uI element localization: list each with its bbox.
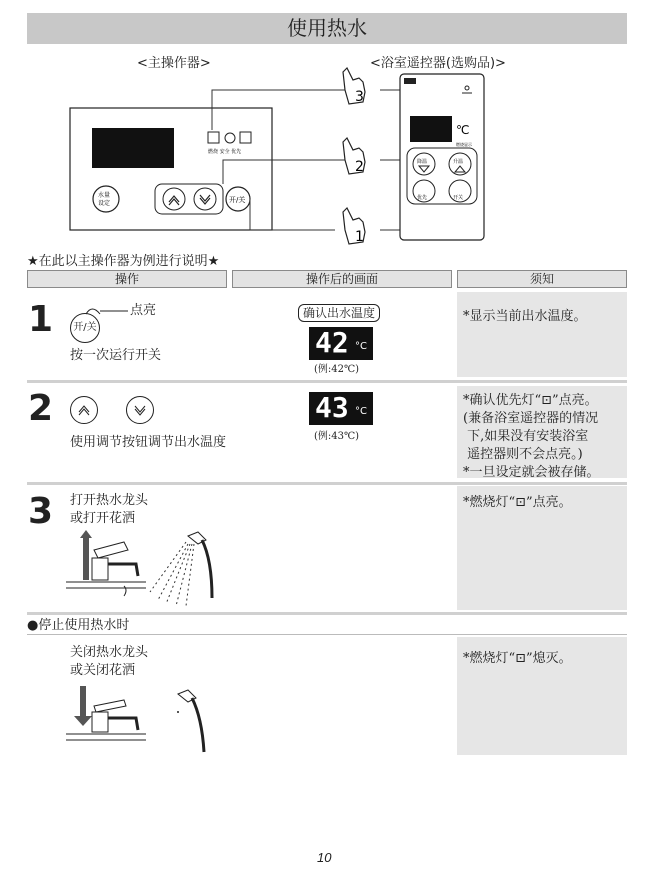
confirm-temp-label: 确认出水温度: [298, 304, 380, 322]
svg-text:优先: 优先: [417, 195, 428, 201]
note-2-line-1: *确认优先灯“⊡”点亮。: [463, 393, 598, 408]
svg-text:开关: 开关: [453, 195, 464, 201]
separator: [27, 380, 627, 383]
remote-label: <浴室遥控器(选购品)>: [370, 56, 506, 71]
note-2-line-2: (兼备浴室遥控器的情况: [463, 411, 599, 426]
svg-text:设定: 设定: [98, 200, 111, 207]
stop-text-1: 关闭热水龙头: [70, 645, 149, 660]
page-number: 10: [317, 850, 332, 865]
header-operation: 操作: [27, 270, 227, 288]
temp-down-button: [194, 188, 216, 210]
separator: [27, 612, 627, 615]
power-button-label: 开/关: [73, 322, 97, 333]
light-label: 点亮: [130, 303, 157, 318]
faucet-close-illustration: [66, 686, 236, 756]
intro-text: ★在此以主操作器为例进行说明★: [27, 254, 220, 269]
step-2-number: 2: [28, 388, 54, 429]
callout-2: 2: [355, 159, 364, 175]
note-3: *燃烧灯“⊡”点亮。: [463, 495, 572, 510]
callout-1: 1: [355, 229, 364, 245]
header-screen: 操作后的画面: [232, 270, 452, 288]
burn-indicator-icon: [208, 132, 219, 143]
step-1-text: 按一次运行开关: [70, 348, 162, 363]
power-button: [70, 313, 100, 343]
svg-text:水量: 水量: [98, 192, 111, 199]
faucet-hot-label: 热水: [73, 553, 80, 569]
stop-heading: ●停止使用热水时: [27, 618, 130, 633]
faucet-open-illustration: [66, 530, 236, 610]
light-rays-icon: [84, 302, 134, 316]
svg-text:降温: 降温: [417, 159, 428, 165]
temp-display-1: [309, 327, 373, 360]
note-4: *燃烧灯“⊡”熄灭。: [463, 651, 572, 666]
main-controller-label: <主操作器>: [137, 56, 211, 71]
divider: [27, 634, 627, 635]
step-3-number: 3: [28, 491, 54, 532]
water-amount-button: [93, 186, 119, 212]
svg-text:℃: ℃: [456, 123, 470, 137]
down-button-icon: [126, 396, 154, 424]
svg-text:升温: 升温: [453, 159, 464, 165]
temp-value-1: 42: [315, 326, 349, 359]
controller-diagram: [0, 60, 654, 250]
note-2-line-3: 下,如果没有安装浴室: [463, 429, 589, 444]
safety-indicator-icon: [225, 133, 235, 143]
step-2-text: 使用调节按钮调节出水温度: [70, 435, 227, 450]
svg-text:燃烧显示: 燃烧显示: [456, 142, 472, 147]
temp-unit-1: °C: [355, 341, 367, 352]
example-1: (例:42℃): [314, 364, 360, 375]
temp-display-2: [309, 392, 373, 425]
svg-text:燃烧 安全 优先: 燃烧 安全 优先: [208, 149, 242, 155]
step-1-number: 1: [28, 299, 54, 340]
example-2: (例:43℃): [314, 431, 360, 442]
main-lcd: [92, 128, 174, 168]
temp-value-2: 43: [315, 391, 349, 424]
remote-lcd: [410, 116, 452, 142]
up-button-icon: [70, 396, 98, 424]
note-2-line-4: 遥控器则不会点亮。): [463, 447, 583, 462]
stop-text-2: 或关闭花洒: [70, 663, 136, 678]
priority-indicator-icon: [240, 132, 251, 143]
separator: [27, 482, 627, 485]
svg-text:开/关: 开/关: [229, 196, 246, 204]
header-notes: 须知: [457, 270, 627, 288]
note-1: *显示当前出水温度。: [463, 309, 587, 324]
note-bg-1: [457, 292, 627, 377]
callout-3: 3: [355, 89, 364, 105]
step-3-text-2: 或打开花洒: [70, 511, 136, 526]
step-3-text-1: 打开热水龙头: [70, 493, 149, 508]
note-2-line-5: *一旦设定就会被存储。: [463, 465, 600, 480]
page-title: 使用热水: [27, 13, 627, 44]
temp-unit-2: °C: [355, 406, 367, 417]
